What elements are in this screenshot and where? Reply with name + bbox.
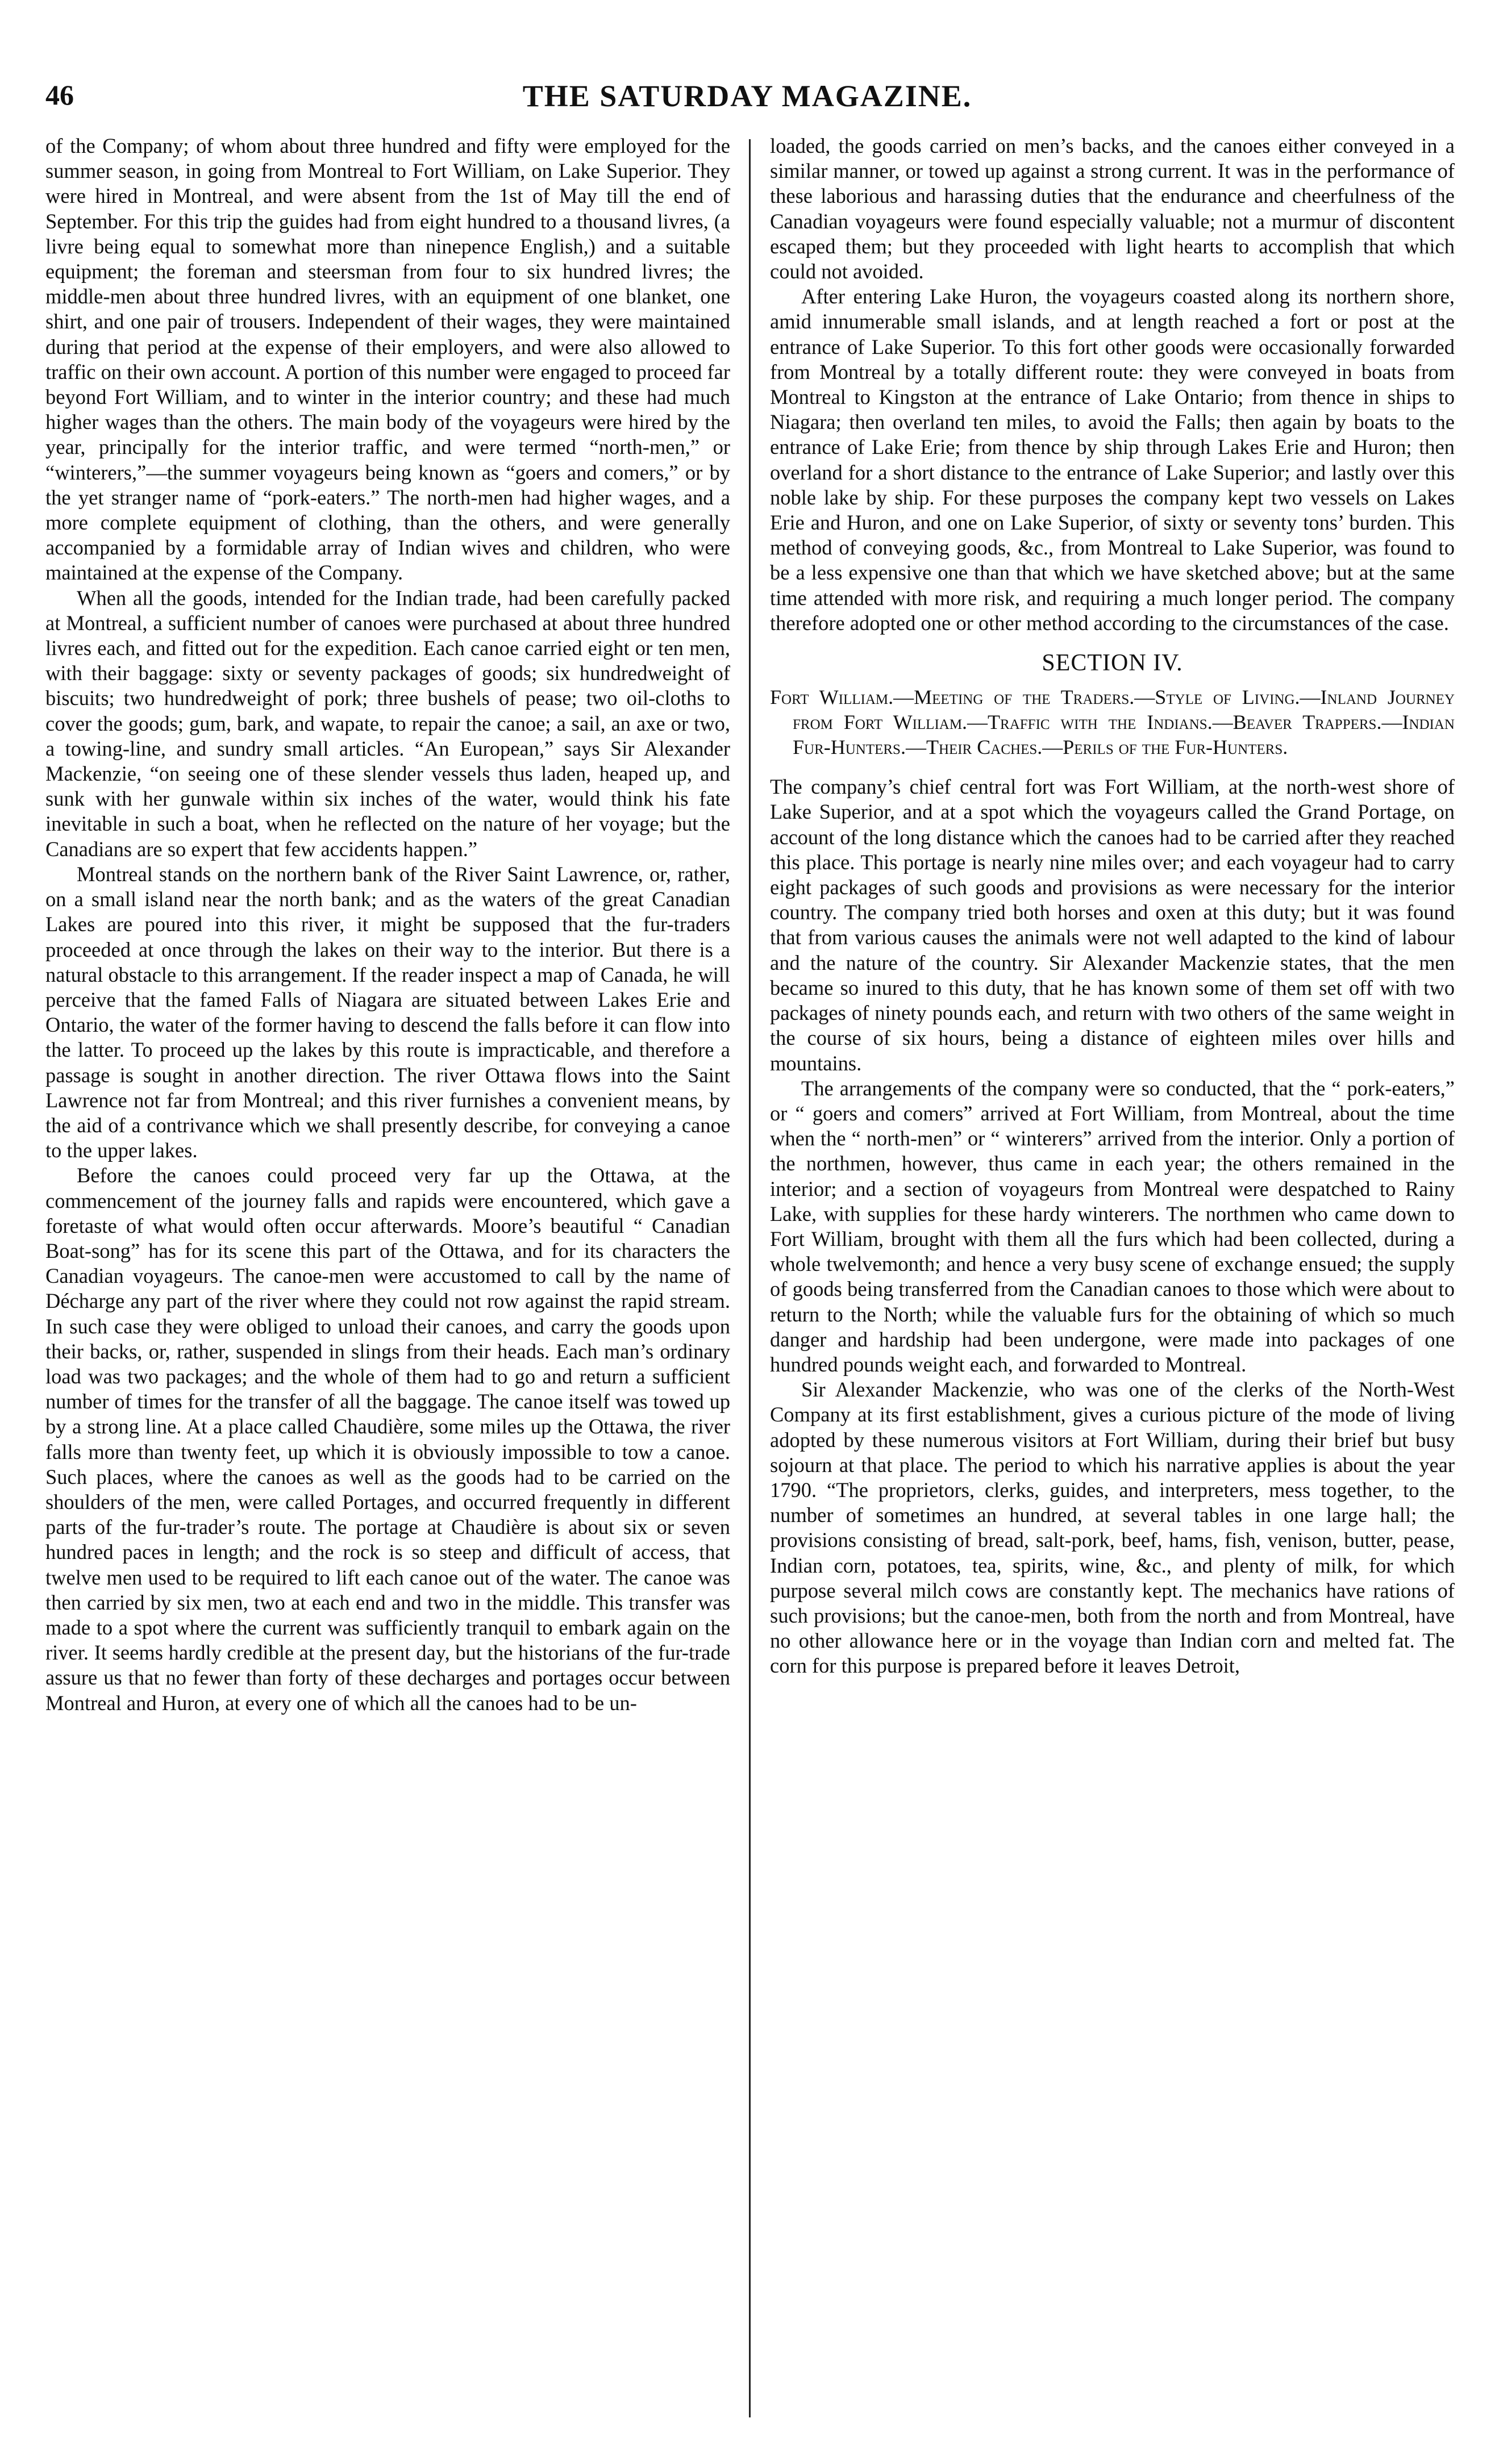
column-divider bbox=[749, 139, 751, 2417]
paragraph: Montreal stands on the northern bank of the River Saint Lawrence, or, rather, on a small island near the north bank; and as the waters of the great Canadian Lakes are poured into this river, it might be supposed that the fur-traders proceeded at once through the lakes on their way to the interior. But there is a natural obstacle to this arrangement. If the reader inspect a map of Canada, he will perceive that the famed Falls of Niagara are situated between Lakes Erie and Ontario, the water of the former having to descend the falls before it can flow into the latter. To proceed up the lakes by this route is impracticable, and therefore a passage is sought in another direction. The river Ottawa flows into the Saint Lawrence not far from Montreal; and this river furnishes a convenient means, by the aid of a contrivance which we shall presently describe, for conveying a canoe to the upper lakes. bbox=[45, 862, 730, 1162]
page-number: 46 bbox=[45, 79, 74, 111]
paragraph: After entering Lake Huron, the voyageurs coasted along its northern shore, amid innumerable small islands, and at length reached a fort or post at the entrance of Lake Superior. To this fort other goods were occasionally forwarded from Montreal by a totally different route: they were conveyed in boats from Montreal to Kingston at the entrance of Lake Ontario; from thence in ships to Niagara; then overland ten miles, to avoid the Falls; then again by boats to the entrance of Lake Erie; from thence by ship through Lakes Erie and Huron; then overland for a short distance to the entrance of Lake Superior; and lastly over this noble lake by ship. For these purposes the company kept two vessels on Lakes Erie and Huron, and one on Lake Superior, of sixty or seventy tons’ burden. This method of conveying goods, &c., from Montreal to Lake Superior, was found to be a less expensive one than that which we have sketched above; but at the same time attended with more risk, and requiring a much longer period. The company therefore adopted one or other method according to the circumstances of the case. bbox=[770, 285, 1455, 635]
paragraph: of the Company; of whom about three hundred and fifty were employed for the summer season, in going from Montreal to Fort William, on Lake Superior. They were hired in Montreal, and were absent from the 1st of May till the end of September. For this trip the guides had from eight hundred to a thousand livres, (a livre being equal to somewhat more than ninepence English,) and a suitable equipment; the foreman and steersman from four to six hundred livres; the middle-men about three hundred livres, with an equipment of one blanket, one shirt, and one pair of trousers. Independent of their wages, they were maintained during that period at the expense of their employers, and were also allowed to traffic on their own account. A portion of this number were engaged to proceed far beyond Fort William, and to winter in the interior country; and these had much higher wages than the others. The main body of the voyageurs were hired by the year, principally for the interior traffic, and were termed “north-men,” or “winterers,”—the summer voyageurs being known as “goers and comers,” or by the yet stranger name of “pork-eaters.” The north-men had higher wages, and a more complete equipment of clothing, than the others, and were generally accompanied by a formidable array of Indian wives and children, who were maintained at the expense of the Company. bbox=[45, 134, 730, 585]
left-column bbox=[45, 134, 730, 1716]
magazine-title: THE SATURDAY MAGAZINE. bbox=[522, 79, 972, 113]
paragraph: When all the goods, intended for the Indian trade, had been carefully packed at Montreal, a sufficient number of canoes were purchased at about three hundred livres each, and fitted out for the expedition. Each canoe carried eight or ten men, with their baggage: sixty or seventy packages of goods; six hundredweight of biscuits; two hundredweight of pork; three bushels of pease; two oil-cloths to cover the goods; gum, bark, and wapate, to repair the canoe; a sail, an axe or two, a towing-line, and sundry small articles. “An European,” says Sir Alexander Mackenzie, “on seeing one of these slender vessels thus laden, heaped up, and sunk with her gunwale within six inches of the water, would think his fate inevitable in such a boat, when he reflected on the nature of her voyage; but the Canadians are so expert that few accidents happen.” bbox=[45, 586, 730, 861]
paragraph: The arrangements of the company were so conducted, that the “ pork-eaters,” or “ goers and comers” arrived at Fort William, from Montreal, about the time when the “ north-men” or “ winterers” arrived from the interior. Only a portion of the northmen, however, thus came in each year; the others remained in the interior; and a section of voyageurs from Montreal were despatched to Rainy Lake, with supplies for these hardy winterers. The northmen who came down to Fort William, brought with them all the furs which had been collected, during a whole twelvemonth; and hence a very busy scene of exchange ensued; the supply of goods being transferred from the Canadian canoes to those which were about to return to the North; while the valuable furs for the obtaining of which so much danger and hardship had been undergone, were made into packages of one hundred pounds weight each, and forwarded to Montreal. bbox=[770, 1076, 1455, 1376]
right-column bbox=[770, 134, 1455, 1679]
paragraph: Sir Alexander Mackenzie, who was one of the clerks of the North-West Company at its first establishment, gives a curious picture of the mode of living adopted by these numerous visitors at Fort William, during their brief but busy sojourn at that place. The period to which his narrative applies is about the year 1790. “The proprietors, clerks, guides, and interpreters, mess together, to the number of sometimes an hundred, at several tables in one large hall; the provisions consisting of bread, salt-pork, beef, hams, fish, venison, butter, pease, Indian corn, potatoes, tea, spirits, wine, &c., and plenty of milk, for which purpose several milch cows are constantly kept. The mechanics have rations of such provisions; but the canoe-men, both from the north and from Montreal, have no other allowance here or in the voyage than Indian corn and melted fat. The corn for this purpose is prepared before it leaves Detroit, bbox=[770, 1378, 1455, 1678]
section-summary: Fort William.—Meeting of the Traders.—Style of Living.—Inland Journey from Fort William.—Traffic with the Indians.—Beaver Trappers.—Indian Fur-Hunters.—Their Caches.—Perils of the Fur-Hunters. bbox=[770, 686, 1455, 759]
paragraph: The company’s chief central fort was Fort William, at the north-west shore of Lake Superior, and at a spot which the voyageurs called the Grand Portage, on account of the long distance which the canoes had to be carried after they reached this place. This portage is nearly nine miles over; and each voyageur had to carry eight packages of such goods and provisions as were necessary for the interior country. The company tried both horses and oxen at this duty; but it was found that from various causes the animals were not well adapted to the kind of labour and the nature of the country. Sir Alexander Mackenzie states, that the men became so inured to this duty, that he has known some of them set off with two packages of ninety pounds each, and return with two others of the same weight in the course of six hours, being a distance of eighteen miles over hills and mountains. bbox=[770, 775, 1455, 1075]
section-heading: SECTION IV. bbox=[1042, 650, 1183, 677]
paragraph: Before the canoes could proceed very far up the Ottawa, at the commencement of the journey falls and rapids were encountered, which gave a foretaste of what would often occur afterwards. Moore’s beautiful “ Canadian Boat-song” has for its scene this part of the Ottawa, and for its characters the Canadian voyageurs. The canoe-men were accustomed to call by the name of Décharge any part of the river where they could not row against the rapid stream. In such case they were obliged to unload their canoes, and carry the goods upon their backs, or, rather, suspended in slings from their heads. Each man’s ordinary load was two packages; and the whole of them had to go and return a sufficient number of times for the transfer of all the baggage. The canoe itself was towed up by a strong line. At a place called Chaudière, some miles up the Ottawa, the river falls more than twenty feet, up which it is obviously impossible to tow a canoe. Such places, where the canoes as well as the goods had to be carried on the shoulders of the men, were called Portages, and occurred frequently in different parts of the fur-trader’s route. The portage at Chaudière is about six or seven hundred paces in length; and the rock is so steep and difficult of access, that twelve men used to be required to lift each canoe out of the water. The canoe was then carried by six men, two at each end and two in the middle. This transfer was made to a spot where the current was sufficiently tranquil to embark again on the river. It seems hardly credible at the present day, but the historians of the fur-trade assure us that no fewer than forty of these decharges and portages occur between Montreal and Huron, at every one of which all the canoes had to be un- bbox=[45, 1164, 730, 1715]
page-header bbox=[45, 68, 1449, 122]
paragraph: loaded, the goods carried on men’s backs, and the canoes either conveyed in a similar manner, or towed up against a strong current. It was in the performance of these laborious and harassing duties that the endurance and cheerfulness of the Canadian voyageurs were found especially valuable; not a murmur of discontent escaped them; but they proceeded with light hearts to accomplish that which could not avoided. bbox=[770, 134, 1455, 283]
